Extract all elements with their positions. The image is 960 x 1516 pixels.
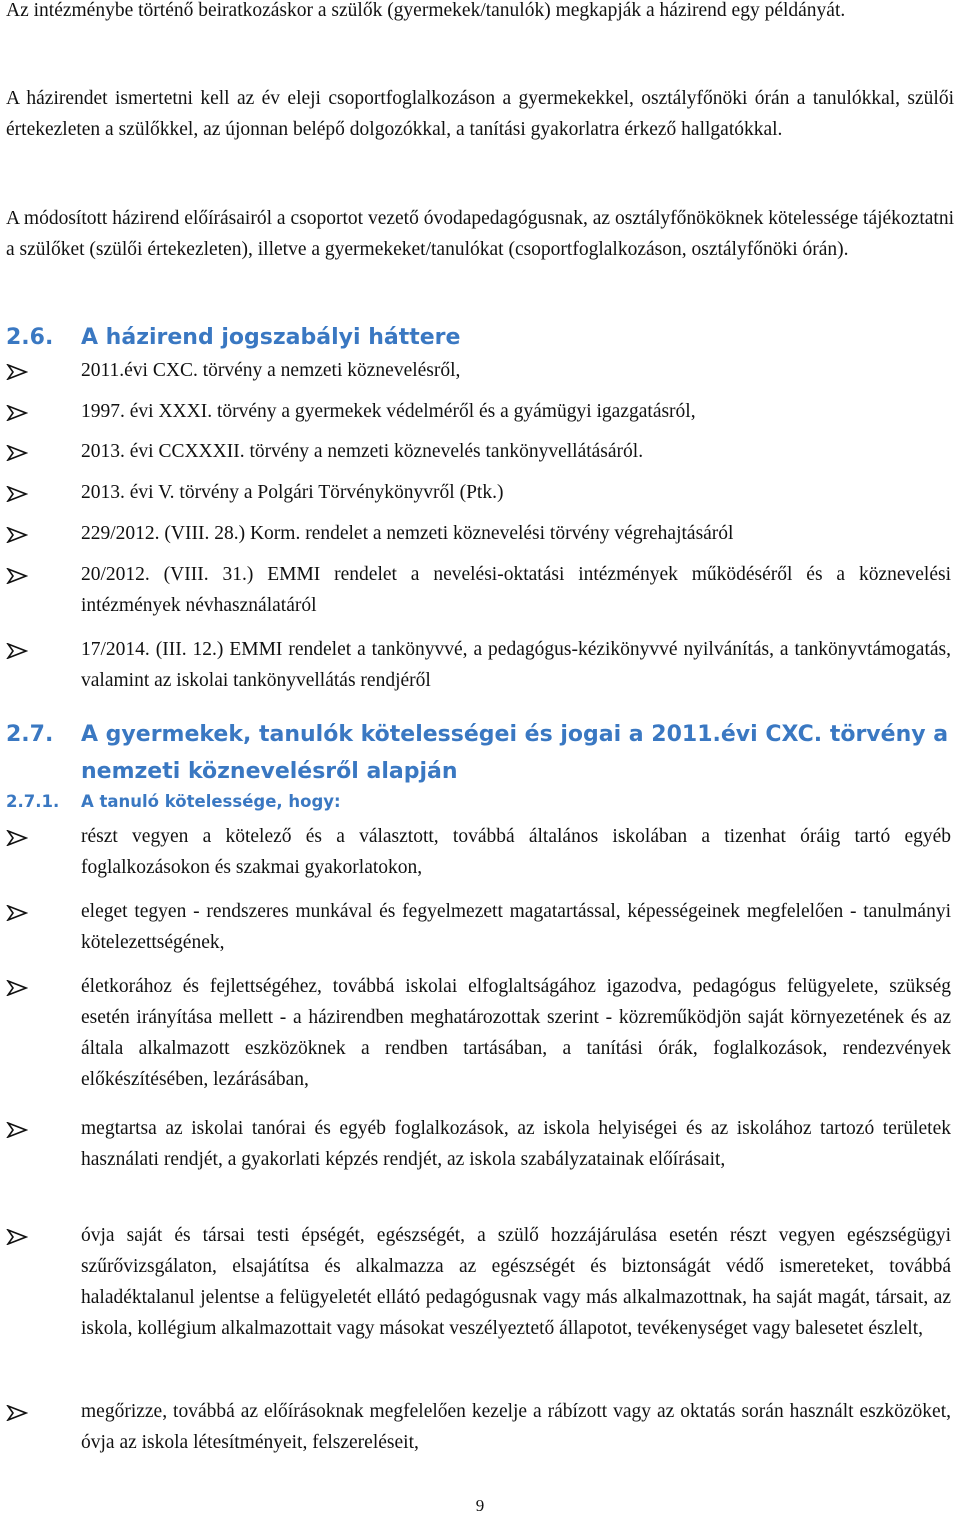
list-item-text: 20/2012. (VIII. 31.) EMMI rendelet a nevelési-oktatási intézmények működéséről és a köznevelési intézmények névhasználatáról — [81, 564, 951, 616]
paragraph-enrollment — [6, 0, 954, 26]
arrow-bullet-icon — [6, 1122, 28, 1138]
arrow-bullet-icon — [6, 1229, 28, 1245]
arrow-bullet-icon — [6, 568, 28, 584]
paragraph-text: A házirendet ismertetni kell az év eleji csoportfoglalkozáson a gyermekekkel, osztályfőnöki órán a tanulókkal, szülői értekezleten a szülőkkel, az újonnan belépő dolgozókkal, a tanítási gyakorlatra érkező hallgatókkal. — [6, 88, 954, 140]
list-item-text: életkorához és fejlettségéhez, továbbá iskolai elfoglaltságához igazodva, pedagógus felügyelete, szükség esetén irányítása mellett - a házirendben meghatározottak szerint - közreműködjön saját környezetének és az általa alkalmazott eszközöknek a rendben tartásában, a tanítási órák, foglalkozások, rendezvények előkészítésében, lezárásában, — [81, 976, 951, 1090]
arrow-bullet-icon — [6, 527, 28, 543]
paragraph-text: A módosított házirend előírásairól a csoportot vezető óvodapedagógusnak, az osztályfőnököknek kötelessége tájékoztatni a szülőket (szülői értekezleten), illetve a gyermekeket/tanulókat (csoportfoglalkozáson, osztályfőnöki órán). — [6, 208, 954, 260]
arrow-bullet-icon — [6, 1405, 28, 1421]
arrow-bullet-icon — [6, 830, 28, 846]
section-title: A tanuló kötelessége, hogy: — [81, 792, 341, 811]
section-number: 2.6. — [6, 325, 54, 350]
list-item-text: 1997. évi XXXI. törvény a gyermekek védelméről és a gyámügyi igazgatásról, — [81, 401, 696, 422]
arrow-bullet-icon — [6, 445, 28, 461]
arrow-bullet-icon — [6, 364, 28, 380]
arrow-bullet-icon — [6, 643, 28, 659]
list-item-text: 2011.évi CXC. törvény a nemzeti köznevelésről, — [81, 360, 461, 381]
list-item-text: megőrizze, továbbá az előírásoknak megfelelően kezelje a rábízott vagy az oktatás során használt eszközöket, óvja az iskola létesítményeit, felszereléseit, — [81, 1401, 951, 1453]
list-item-text: 229/2012. (VIII. 28.) Korm. rendelet a nemzeti köznevelési törvény végrehajtásáról — [81, 523, 734, 544]
arrow-bullet-icon — [6, 905, 28, 921]
list-item-text: 17/2014. (III. 12.) EMMI rendelet a tankönyvvé, a pedagógus-kézikönyvvé nyilvánítás, a tankönyvtámogatás, valamint az iskolai tankönyvellátás rendjéről — [81, 639, 951, 691]
paragraph-text: Az intézménybe történő beiratkozáskor a szülők (gyermekek/tanulók) megkapják a házirend egy példányát. — [6, 0, 846, 21]
arrow-bullet-icon — [6, 486, 28, 502]
section-number: 2.7.1. — [6, 792, 60, 811]
list-item-text: eleget tegyen - rendszeres munkával és fegyelmezett magatartással, képességeinek megfelelően - tanulmányi kötelezettségének, — [81, 901, 951, 953]
list-item-text: 2013. évi CCXXXII. törvény a nemzeti köznevelés tankönyvellátásáról. — [81, 441, 644, 462]
paragraph-modification — [6, 203, 954, 265]
page-number: 9 — [475, 1496, 485, 1515]
list-item-text: megtartsa az iskolai tanórai és egyéb foglalkozások, az iskola helyiségei és az iskolához tartozó területek használati rendjét, a gyakorlati képzés rendjét, az iskola szabályzatainak előírásait, — [81, 1118, 951, 1170]
list-item-text: 2013. évi V. törvény a Polgári Törvénykönyvről (Ptk.) — [81, 482, 504, 503]
arrow-bullet-icon — [6, 980, 28, 996]
list-item-text: óvja saját és társai testi épségét, egészségét, a szülő hozzájárulása esetén részt vegyen egészségügyi szűrővizsgálaton, elsajátítsa és alkalmazza az egészségét és biztonságát védő ismereteket, továbbá haladéktalanul jelentse a felügyeletét ellátó pedagógusnak vagy más alkalmazottnak, ha saját magát, társait, az iskola, kollégium alkalmazottait vagy másokat veszélyeztető állapotot, tevékenységet vagy balesetet észlelt, — [81, 1225, 951, 1339]
section-number: 2.7. — [6, 722, 54, 747]
paragraph-introduction — [6, 83, 954, 145]
arrow-bullet-icon — [6, 405, 28, 421]
section-title: A házirend jogszabályi háttere — [81, 325, 461, 350]
list-item-text: részt vegyen a kötelező és a választott, továbbá általános iskolában a tizenhat óráig tartó egyéb foglalkozásokon és szakmai gyakorlatokon, — [81, 826, 951, 878]
section-title: A gyermekek, tanulók kötelességei és jogai a 2011.évi CXC. törvény a nemzeti köznevelésről alapján — [81, 722, 949, 784]
